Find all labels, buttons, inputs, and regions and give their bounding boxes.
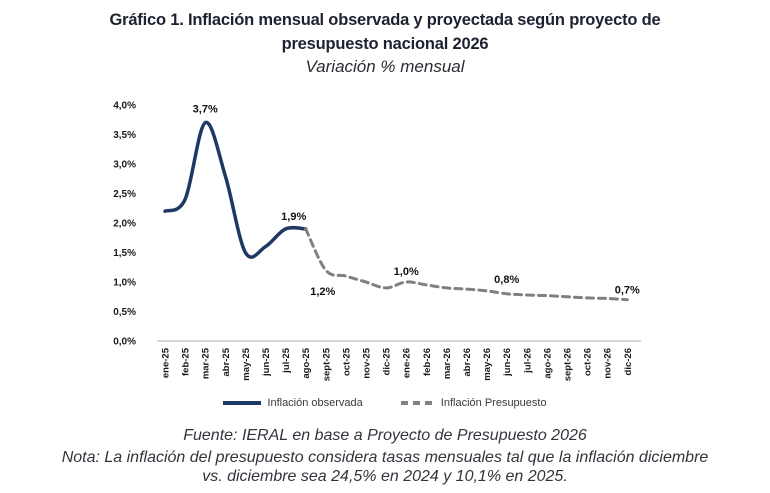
data-label: 0,7% bbox=[614, 284, 640, 297]
chart-title-line2: presupuesto nacional 2026 bbox=[281, 35, 489, 53]
inflation-chart bbox=[0, 85, 770, 396]
x-axis-label: jul-25 bbox=[281, 348, 293, 373]
plot-area bbox=[0, 85, 770, 396]
x-axis-label: sept-26 bbox=[562, 348, 574, 382]
x-axis-label: dic-26 bbox=[622, 348, 634, 376]
x-axis-label: sept-25 bbox=[321, 348, 333, 382]
y-axis-label: 3,5% bbox=[113, 130, 136, 141]
x-axis-label: abr-26 bbox=[462, 348, 473, 377]
x-axis-label: oct-26 bbox=[582, 348, 594, 376]
x-axis-label: jul-26 bbox=[522, 348, 534, 373]
legend-item-budget bbox=[401, 397, 547, 409]
budget-line bbox=[306, 229, 628, 300]
legend-item-observed bbox=[223, 397, 362, 409]
chart-subtitle: Variación % mensual bbox=[305, 57, 465, 76]
dashed-line-swatch-icon bbox=[401, 401, 435, 405]
x-axis-label: may-25 bbox=[240, 348, 252, 381]
note-line2: vs. diciembre sea 24,5% en 2024 y 10,1% en 2025. bbox=[202, 468, 568, 485]
observed-line bbox=[165, 122, 306, 257]
y-axis-label: 0,5% bbox=[113, 307, 136, 318]
x-axis-label: dic-25 bbox=[381, 348, 393, 376]
x-axis-label: ago-25 bbox=[301, 348, 313, 379]
x-axis-label: feb-26 bbox=[421, 348, 433, 376]
y-axis-label: 0,0% bbox=[113, 336, 136, 348]
x-axis-label: mar-26 bbox=[441, 348, 453, 380]
data-label: 3,7% bbox=[192, 103, 218, 116]
x-axis-label: oct-25 bbox=[341, 348, 353, 376]
y-axis-label: 2,5% bbox=[113, 189, 136, 200]
y-axis-label: 1,0% bbox=[113, 277, 136, 289]
x-axis-label: mar-25 bbox=[200, 348, 212, 380]
data-label: 1,0% bbox=[393, 266, 419, 278]
note-line1: Nota: La inflación del presupuesto considera tasas mensuales tal que la inflación diciembre bbox=[61, 449, 709, 466]
x-axis-label: ene-25 bbox=[160, 348, 172, 379]
x-axis-label: nov-26 bbox=[602, 348, 614, 379]
data-label: 1,9% bbox=[281, 210, 307, 223]
y-axis-label: 2,0% bbox=[113, 218, 136, 230]
solid-line-swatch-icon bbox=[223, 401, 261, 405]
y-axis-label: 3,0% bbox=[113, 159, 136, 171]
x-axis-label: ago-26 bbox=[542, 348, 554, 379]
legend-label-budget: Inflación Presupuesto bbox=[440, 397, 547, 409]
legend-label-observed: Inflación observada bbox=[267, 397, 363, 409]
y-axis-label: 4,0% bbox=[113, 100, 136, 112]
x-axis-label: may-26 bbox=[482, 347, 494, 381]
data-label: 1,2% bbox=[310, 286, 336, 299]
note-text bbox=[0, 448, 770, 486]
x-axis-label: abr-25 bbox=[220, 348, 232, 377]
x-axis-label: jun-25 bbox=[261, 348, 272, 376]
x-axis-label: ene-26 bbox=[401, 348, 413, 379]
source-text: Fuente: IERAL en base a Proyecto de Presupuesto 2026 bbox=[183, 427, 587, 444]
chart-title bbox=[0, 8, 770, 56]
x-axis-label: jun-26 bbox=[502, 348, 514, 376]
chart-title-line1: Gráfico 1. Inflación mensual observada y proyectada según proyecto de bbox=[109, 11, 661, 29]
data-label: 0,8% bbox=[494, 273, 520, 286]
x-axis-label: nov-25 bbox=[361, 348, 373, 379]
y-axis-label: 1,5% bbox=[113, 248, 136, 259]
legend bbox=[0, 397, 770, 409]
x-axis-label: feb-25 bbox=[180, 348, 192, 376]
